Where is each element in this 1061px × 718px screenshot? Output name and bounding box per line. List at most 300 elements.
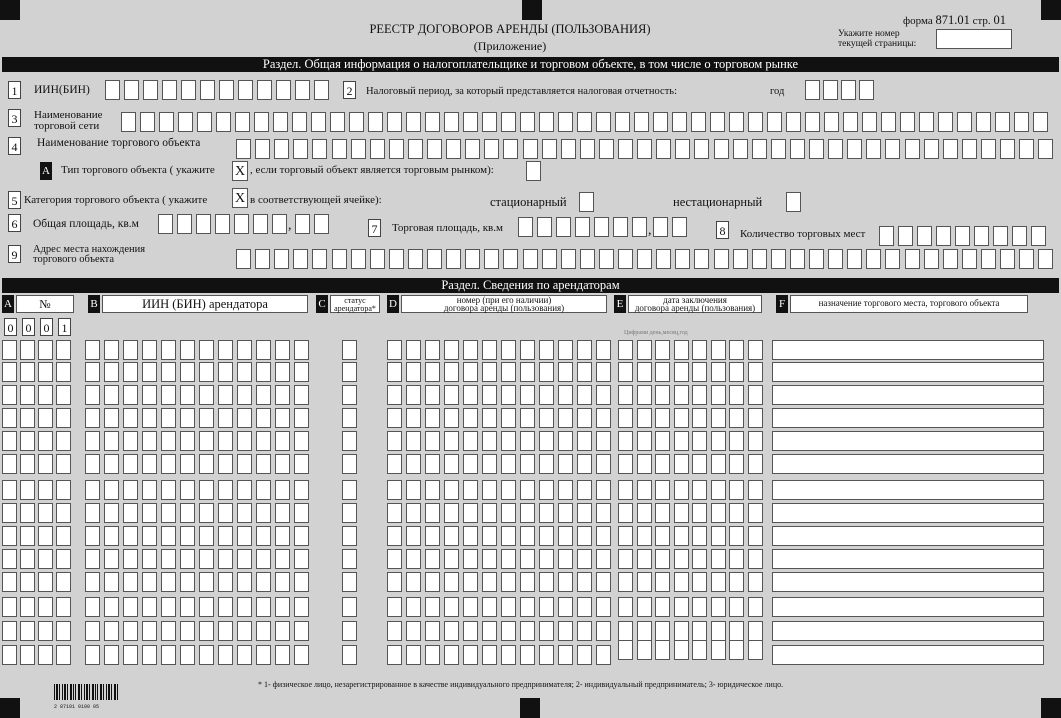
tenant-contract-number-cell[interactable] <box>539 385 554 405</box>
tenant-iin-bin-cell[interactable] <box>218 340 233 360</box>
trade-object-name-cell[interactable] <box>523 139 538 159</box>
tenant-contract-number-cell[interactable] <box>501 408 516 428</box>
address-cell[interactable] <box>580 249 595 269</box>
trade-object-name-cell[interactable] <box>580 139 595 159</box>
tenant-row-number-cell[interactable] <box>38 645 53 665</box>
iin-bin-cell[interactable] <box>238 80 253 100</box>
tenant-contract-number-cell[interactable] <box>463 408 478 428</box>
tenant-contract-number-cell[interactable] <box>406 621 421 641</box>
tenant-iin-bin-cell[interactable] <box>104 645 119 665</box>
total-area-cell[interactable] <box>215 214 230 234</box>
tenant-row-number-cell[interactable] <box>20 572 35 592</box>
tenant-iin-bin-cell[interactable] <box>218 597 233 617</box>
tenant-iin-bin-cell[interactable] <box>294 454 309 474</box>
tenant-contract-number-cell[interactable] <box>539 340 554 360</box>
trade-network-cell[interactable] <box>311 112 326 132</box>
iin-bin-cell[interactable] <box>295 80 310 100</box>
tenant-iin-bin-cell[interactable] <box>180 526 195 546</box>
trade-network-cell[interactable] <box>748 112 763 132</box>
tenant-contract-date-cell[interactable] <box>674 385 689 405</box>
trade-object-name-cell[interactable] <box>809 139 824 159</box>
tenant-contract-number-cell[interactable] <box>520 597 535 617</box>
tenant-contract-number-cell[interactable] <box>387 549 402 569</box>
tenant-contract-date-cell[interactable] <box>655 621 670 641</box>
tenant-contract-number-cell[interactable] <box>577 526 592 546</box>
trade-object-name-cell[interactable] <box>752 139 767 159</box>
tenant-iin-bin-cell[interactable] <box>104 408 119 428</box>
trade-object-name-cell[interactable] <box>790 139 805 159</box>
tenant-contract-date-cell[interactable] <box>729 621 744 641</box>
trade-area-cell[interactable] <box>518 217 533 237</box>
tenant-iin-bin-cell[interactable] <box>123 362 138 382</box>
address-cell[interactable] <box>427 249 442 269</box>
tenant-contract-date-cell[interactable] <box>655 503 670 523</box>
tenant-contract-number-cell[interactable] <box>520 340 535 360</box>
tenant-contract-date-cell[interactable] <box>692 621 707 641</box>
trade-network-cell[interactable] <box>520 112 535 132</box>
address-cell[interactable] <box>828 249 843 269</box>
trade-network-cell[interactable] <box>596 112 611 132</box>
tenant-iin-bin-cell[interactable] <box>199 597 214 617</box>
tenant-contract-number-cell[interactable] <box>444 621 459 641</box>
tenant-contract-number-cell[interactable] <box>501 340 516 360</box>
trade-object-name-cell[interactable] <box>847 139 862 159</box>
tenant-iin-bin-cell[interactable] <box>142 503 157 523</box>
tenant-contract-date-cell[interactable] <box>729 340 744 360</box>
tenant-purpose-field[interactable] <box>772 454 1044 474</box>
iin-bin-cell[interactable] <box>276 80 291 100</box>
tenant-contract-number-cell[interactable] <box>444 597 459 617</box>
tenant-iin-bin-cell[interactable] <box>237 621 252 641</box>
tenant-contract-number-cell[interactable] <box>558 362 573 382</box>
tenant-row-number-cell[interactable] <box>56 526 71 546</box>
tenant-contract-number-cell[interactable] <box>482 503 497 523</box>
tenant-contract-number-cell[interactable] <box>425 454 440 474</box>
tenant-iin-bin-cell[interactable] <box>123 597 138 617</box>
tenant-iin-bin-cell[interactable] <box>161 340 176 360</box>
tenant-contract-date-cell[interactable] <box>618 454 633 474</box>
address-cell[interactable] <box>1038 249 1053 269</box>
tenant-iin-bin-cell[interactable] <box>123 526 138 546</box>
tenant-row-number-cell[interactable] <box>2 572 17 592</box>
iin-bin-cell[interactable] <box>219 80 234 100</box>
tenant-iin-bin-cell[interactable] <box>218 549 233 569</box>
tenant-row-number-cell[interactable] <box>20 621 35 641</box>
tenant-iin-bin-cell[interactable] <box>104 340 119 360</box>
trade-network-cell[interactable] <box>501 112 516 132</box>
tenant-contract-date-cell[interactable] <box>618 640 633 660</box>
tenant-contract-date-cell[interactable] <box>655 385 670 405</box>
address-cell[interactable] <box>752 249 767 269</box>
trade-network-cell[interactable] <box>653 112 668 132</box>
tenant-row-number-cell[interactable] <box>2 526 17 546</box>
trade-object-name-cell[interactable] <box>599 139 614 159</box>
tenant-iin-bin-cell[interactable] <box>142 362 157 382</box>
tenant-contract-date-cell[interactable] <box>618 431 633 451</box>
tenant-iin-bin-cell[interactable] <box>161 572 176 592</box>
tenant-iin-bin-cell[interactable] <box>180 645 195 665</box>
tenant-contract-number-cell[interactable] <box>577 454 592 474</box>
iin-bin-cell[interactable] <box>314 80 329 100</box>
iin-bin-cell[interactable] <box>200 80 215 100</box>
tenant-contract-number-cell[interactable] <box>482 408 497 428</box>
tenant-iin-bin-cell[interactable] <box>218 621 233 641</box>
tenant-contract-number-cell[interactable] <box>558 526 573 546</box>
tenant-iin-bin-cell[interactable] <box>294 597 309 617</box>
tenant-row-number-cell[interactable] <box>20 454 35 474</box>
address-cell[interactable] <box>312 249 327 269</box>
tenant-iin-bin-cell[interactable] <box>275 549 290 569</box>
tenant-iin-bin-cell[interactable] <box>142 645 157 665</box>
tenant-iin-bin-cell[interactable] <box>123 454 138 474</box>
tenant-contract-number-cell[interactable] <box>482 454 497 474</box>
tenant-contract-number-cell[interactable] <box>425 385 440 405</box>
tenant-contract-date-cell[interactable] <box>637 597 652 617</box>
tenant-iin-bin-cell[interactable] <box>180 597 195 617</box>
tenant-contract-number-cell[interactable] <box>406 549 421 569</box>
tenant-contract-date-cell[interactable] <box>748 640 763 660</box>
address-cell[interactable] <box>389 249 404 269</box>
tenant-contract-date-cell[interactable] <box>711 480 726 500</box>
tenant-row-number-cell[interactable] <box>38 340 53 360</box>
tenant-contract-date-cell[interactable] <box>674 572 689 592</box>
tenant-contract-date-cell[interactable] <box>618 340 633 360</box>
tenant-iin-bin-cell[interactable] <box>256 572 271 592</box>
tenant-iin-bin-cell[interactable] <box>275 645 290 665</box>
tenant-purpose-field[interactable] <box>772 645 1044 665</box>
tenant-contract-date-cell[interactable] <box>748 454 763 474</box>
trade-object-name-cell[interactable] <box>370 139 385 159</box>
tenant-contract-date-cell[interactable] <box>655 340 670 360</box>
address-cell[interactable] <box>675 249 690 269</box>
tenant-contract-date-cell[interactable] <box>711 340 726 360</box>
tenant-contract-date-cell[interactable] <box>618 526 633 546</box>
tenant-contract-number-cell[interactable] <box>482 385 497 405</box>
tenant-contract-number-cell[interactable] <box>596 621 611 641</box>
tenant-iin-bin-cell[interactable] <box>237 408 252 428</box>
tenant-contract-number-cell[interactable] <box>387 431 402 451</box>
tenant-contract-date-cell[interactable] <box>674 362 689 382</box>
tenant-contract-number-cell[interactable] <box>406 480 421 500</box>
tenant-contract-number-cell[interactable] <box>425 408 440 428</box>
tenant-iin-bin-cell[interactable] <box>123 572 138 592</box>
tenant-contract-date-cell[interactable] <box>655 526 670 546</box>
tenant-status-cell[interactable] <box>342 408 357 428</box>
tenant-iin-bin-cell[interactable] <box>218 526 233 546</box>
tenant-iin-bin-cell[interactable] <box>256 385 271 405</box>
tenant-iin-bin-cell[interactable] <box>218 408 233 428</box>
tenant-contract-date-cell[interactable] <box>655 454 670 474</box>
trade-object-name-cell[interactable] <box>503 139 518 159</box>
tenant-contract-date-cell[interactable] <box>637 621 652 641</box>
tenant-contract-date-cell[interactable] <box>711 621 726 641</box>
address-cell[interactable] <box>847 249 862 269</box>
tenant-contract-number-cell[interactable] <box>463 362 478 382</box>
trade-area-cell[interactable] <box>613 217 628 237</box>
tenant-contract-date-cell[interactable] <box>637 362 652 382</box>
tenant-iin-bin-cell[interactable] <box>237 645 252 665</box>
tenant-contract-number-cell[interactable] <box>501 385 516 405</box>
tenant-contract-number-cell[interactable] <box>425 480 440 500</box>
iin-bin-cell[interactable] <box>105 80 120 100</box>
tenant-contract-number-cell[interactable] <box>425 340 440 360</box>
tenant-contract-number-cell[interactable] <box>463 621 478 641</box>
tenant-row-number-cell[interactable] <box>56 549 71 569</box>
tenant-contract-date-cell[interactable] <box>618 503 633 523</box>
tenant-iin-bin-cell[interactable] <box>104 549 119 569</box>
tenant-contract-number-cell[interactable] <box>520 526 535 546</box>
tenant-iin-bin-cell[interactable] <box>85 431 100 451</box>
tenant-contract-date-cell[interactable] <box>655 640 670 660</box>
tenant-iin-bin-cell[interactable] <box>180 454 195 474</box>
tenant-iin-bin-cell[interactable] <box>218 480 233 500</box>
tenant-purpose-field[interactable] <box>772 408 1044 428</box>
trade-object-name-cell[interactable] <box>981 139 996 159</box>
tenant-contract-number-cell[interactable] <box>387 408 402 428</box>
tenant-contract-number-cell[interactable] <box>577 597 592 617</box>
tenant-contract-number-cell[interactable] <box>520 621 535 641</box>
tenant-iin-bin-cell[interactable] <box>275 431 290 451</box>
tenant-contract-number-cell[interactable] <box>501 431 516 451</box>
tenant-contract-date-cell[interactable] <box>748 385 763 405</box>
tenant-contract-date-cell[interactable] <box>748 549 763 569</box>
tenant-row-number-cell[interactable] <box>38 549 53 569</box>
tenant-iin-bin-cell[interactable] <box>275 503 290 523</box>
stationary-checkbox[interactable] <box>579 192 594 212</box>
tenant-contract-number-cell[interactable] <box>463 526 478 546</box>
tenant-iin-bin-cell[interactable] <box>256 503 271 523</box>
tenant-contract-date-cell[interactable] <box>729 572 744 592</box>
tenant-contract-number-cell[interactable] <box>539 431 554 451</box>
tenant-purpose-field[interactable] <box>772 621 1044 641</box>
year-cell[interactable] <box>805 80 820 100</box>
address-cell[interactable] <box>332 249 347 269</box>
tenant-iin-bin-cell[interactable] <box>237 480 252 500</box>
tenant-contract-date-cell[interactable] <box>692 503 707 523</box>
tenant-contract-date-cell[interactable] <box>711 503 726 523</box>
trade-network-cell[interactable] <box>938 112 953 132</box>
tenant-contract-number-cell[interactable] <box>501 362 516 382</box>
tenant-contract-date-cell[interactable] <box>748 408 763 428</box>
trade-object-name-cell[interactable] <box>312 139 327 159</box>
tenant-contract-date-cell[interactable] <box>692 572 707 592</box>
tenant-contract-number-cell[interactable] <box>577 549 592 569</box>
tenant-iin-bin-cell[interactable] <box>123 480 138 500</box>
tenant-status-cell[interactable] <box>342 340 357 360</box>
tenant-iin-bin-cell[interactable] <box>237 340 252 360</box>
tenant-contract-number-cell[interactable] <box>501 549 516 569</box>
total-area-cell[interactable] <box>234 214 249 234</box>
tenant-iin-bin-cell[interactable] <box>104 385 119 405</box>
tenant-row-number-cell[interactable] <box>56 431 71 451</box>
tenant-row-number-cell[interactable] <box>2 340 17 360</box>
tenant-iin-bin-cell[interactable] <box>237 572 252 592</box>
tenant-contract-date-cell[interactable] <box>674 597 689 617</box>
address-cell[interactable] <box>255 249 270 269</box>
tenant-row-number-cell[interactable] <box>20 431 35 451</box>
trade-object-name-cell[interactable] <box>561 139 576 159</box>
tenant-iin-bin-cell[interactable] <box>256 480 271 500</box>
tenant-iin-bin-cell[interactable] <box>294 503 309 523</box>
trade-area-decimal-cell[interactable] <box>672 217 687 237</box>
address-cell[interactable] <box>561 249 576 269</box>
tenant-iin-bin-cell[interactable] <box>142 549 157 569</box>
trade-network-cell[interactable] <box>273 112 288 132</box>
total-area-decimal-cell[interactable] <box>314 214 329 234</box>
tenant-contract-date-cell[interactable] <box>711 408 726 428</box>
trade-object-name-cell[interactable] <box>905 139 920 159</box>
tenant-iin-bin-cell[interactable] <box>256 549 271 569</box>
trade-network-cell[interactable] <box>1033 112 1048 132</box>
tenant-status-cell[interactable] <box>342 385 357 405</box>
tenant-row-number-cell[interactable] <box>38 408 53 428</box>
tenant-contract-date-cell[interactable] <box>711 572 726 592</box>
tenant-contract-number-cell[interactable] <box>577 572 592 592</box>
tenant-contract-date-cell[interactable] <box>674 431 689 451</box>
tenant-row-number-cell[interactable] <box>2 549 17 569</box>
tenant-iin-bin-cell[interactable] <box>142 597 157 617</box>
tenant-purpose-field[interactable] <box>772 597 1044 617</box>
tenant-contract-number-cell[interactable] <box>558 572 573 592</box>
tenant-iin-bin-cell[interactable] <box>275 621 290 641</box>
tenant-contract-date-cell[interactable] <box>729 597 744 617</box>
tenant-row-number-cell[interactable] <box>20 480 35 500</box>
tenant-contract-date-cell[interactable] <box>674 340 689 360</box>
trade-network-cell[interactable] <box>292 112 307 132</box>
tenant-contract-number-cell[interactable] <box>539 454 554 474</box>
tenant-iin-bin-cell[interactable] <box>237 362 252 382</box>
tenant-row-number-cell[interactable] <box>2 454 17 474</box>
trade-area-cell[interactable] <box>575 217 590 237</box>
tenant-contract-number-cell[interactable] <box>558 621 573 641</box>
tenant-contract-date-cell[interactable] <box>711 431 726 451</box>
tenant-row-number-cell[interactable] <box>56 572 71 592</box>
tenant-contract-date-cell[interactable] <box>618 385 633 405</box>
tenant-purpose-field[interactable] <box>772 526 1044 546</box>
address-cell[interactable] <box>236 249 251 269</box>
tenant-contract-date-cell[interactable] <box>655 572 670 592</box>
trade-object-name-cell[interactable] <box>332 139 347 159</box>
tenant-iin-bin-cell[interactable] <box>85 362 100 382</box>
tenant-contract-date-cell[interactable] <box>655 362 670 382</box>
tenant-row-number-cell[interactable] <box>2 621 17 641</box>
trade-network-cell[interactable] <box>444 112 459 132</box>
address-cell[interactable] <box>1019 249 1034 269</box>
tenant-contract-number-cell[interactable] <box>463 549 478 569</box>
trade-area-cell[interactable] <box>594 217 609 237</box>
address-cell[interactable] <box>905 249 920 269</box>
trade-object-name-cell[interactable] <box>293 139 308 159</box>
tenant-iin-bin-cell[interactable] <box>294 572 309 592</box>
trade-object-name-cell[interactable] <box>675 139 690 159</box>
tenant-iin-bin-cell[interactable] <box>142 572 157 592</box>
tenant-row-number-cell[interactable] <box>56 408 71 428</box>
tenant-contract-date-cell[interactable] <box>748 503 763 523</box>
tenant-contract-number-cell[interactable] <box>539 526 554 546</box>
tenant-status-cell[interactable] <box>342 526 357 546</box>
tenant-contract-number-cell[interactable] <box>501 621 516 641</box>
tenant-iin-bin-cell[interactable] <box>275 362 290 382</box>
tenant-iin-bin-cell[interactable] <box>294 340 309 360</box>
trade-network-cell[interactable] <box>121 112 136 132</box>
address-cell[interactable] <box>408 249 423 269</box>
tenant-iin-bin-cell[interactable] <box>237 385 252 405</box>
tenant-iin-bin-cell[interactable] <box>161 645 176 665</box>
trade-network-cell[interactable] <box>406 112 421 132</box>
tenant-contract-date-cell[interactable] <box>711 362 726 382</box>
tenant-iin-bin-cell[interactable] <box>256 621 271 641</box>
address-cell[interactable] <box>503 249 518 269</box>
tenant-row-number-cell[interactable] <box>2 408 17 428</box>
tenant-iin-bin-cell[interactable] <box>275 385 290 405</box>
tenant-contract-number-cell[interactable] <box>558 645 573 665</box>
tenant-contract-number-cell[interactable] <box>596 526 611 546</box>
tenant-contract-number-cell[interactable] <box>463 480 478 500</box>
address-cell[interactable] <box>637 249 652 269</box>
tenant-iin-bin-cell[interactable] <box>180 621 195 641</box>
tenant-contract-number-cell[interactable] <box>558 431 573 451</box>
tenant-iin-bin-cell[interactable] <box>237 597 252 617</box>
trade-area-cell[interactable] <box>632 217 647 237</box>
tenant-iin-bin-cell[interactable] <box>180 385 195 405</box>
tenant-purpose-field[interactable] <box>772 503 1044 523</box>
tenant-iin-bin-cell[interactable] <box>142 480 157 500</box>
tenant-contract-number-cell[interactable] <box>463 572 478 592</box>
tenant-row-number-cell[interactable] <box>56 597 71 617</box>
tenant-contract-number-cell[interactable] <box>558 480 573 500</box>
tenant-iin-bin-cell[interactable] <box>85 454 100 474</box>
tenant-iin-bin-cell[interactable] <box>161 621 176 641</box>
tenant-contract-date-cell[interactable] <box>692 340 707 360</box>
tenant-contract-number-cell[interactable] <box>539 572 554 592</box>
tenant-contract-number-cell[interactable] <box>596 597 611 617</box>
tenant-contract-number-cell[interactable] <box>444 340 459 360</box>
tenant-contract-number-cell[interactable] <box>406 526 421 546</box>
tenant-iin-bin-cell[interactable] <box>180 572 195 592</box>
address-cell[interactable] <box>962 249 977 269</box>
tenant-contract-number-cell[interactable] <box>444 362 459 382</box>
tenant-contract-date-cell[interactable] <box>674 640 689 660</box>
tenant-row-number-cell[interactable] <box>56 362 71 382</box>
tenant-iin-bin-cell[interactable] <box>256 526 271 546</box>
tenant-contract-number-cell[interactable] <box>520 480 535 500</box>
tenant-contract-date-cell[interactable] <box>637 340 652 360</box>
tenant-contract-date-cell[interactable] <box>618 597 633 617</box>
tenant-contract-number-cell[interactable] <box>387 454 402 474</box>
tenant-contract-number-cell[interactable] <box>501 572 516 592</box>
tenant-contract-date-cell[interactable] <box>748 597 763 617</box>
tenant-contract-number-cell[interactable] <box>482 340 497 360</box>
address-cell[interactable] <box>370 249 385 269</box>
trade-network-cell[interactable] <box>995 112 1010 132</box>
tenant-contract-number-cell[interactable] <box>406 572 421 592</box>
tenant-iin-bin-cell[interactable] <box>161 503 176 523</box>
tenant-iin-bin-cell[interactable] <box>142 385 157 405</box>
tenant-iin-bin-cell[interactable] <box>161 597 176 617</box>
trade-network-cell[interactable] <box>463 112 478 132</box>
tenant-contract-number-cell[interactable] <box>482 572 497 592</box>
tenant-contract-number-cell[interactable] <box>577 480 592 500</box>
trade-network-cell[interactable] <box>482 112 497 132</box>
trade-object-name-cell[interactable] <box>962 139 977 159</box>
tenant-contract-date-cell[interactable] <box>637 454 652 474</box>
address-cell[interactable] <box>656 249 671 269</box>
tenant-row-number-cell[interactable] <box>20 597 35 617</box>
tenant-contract-date-cell[interactable] <box>655 480 670 500</box>
trade-network-cell[interactable] <box>539 112 554 132</box>
tenant-iin-bin-cell[interactable] <box>180 340 195 360</box>
tenant-iin-bin-cell[interactable] <box>275 597 290 617</box>
